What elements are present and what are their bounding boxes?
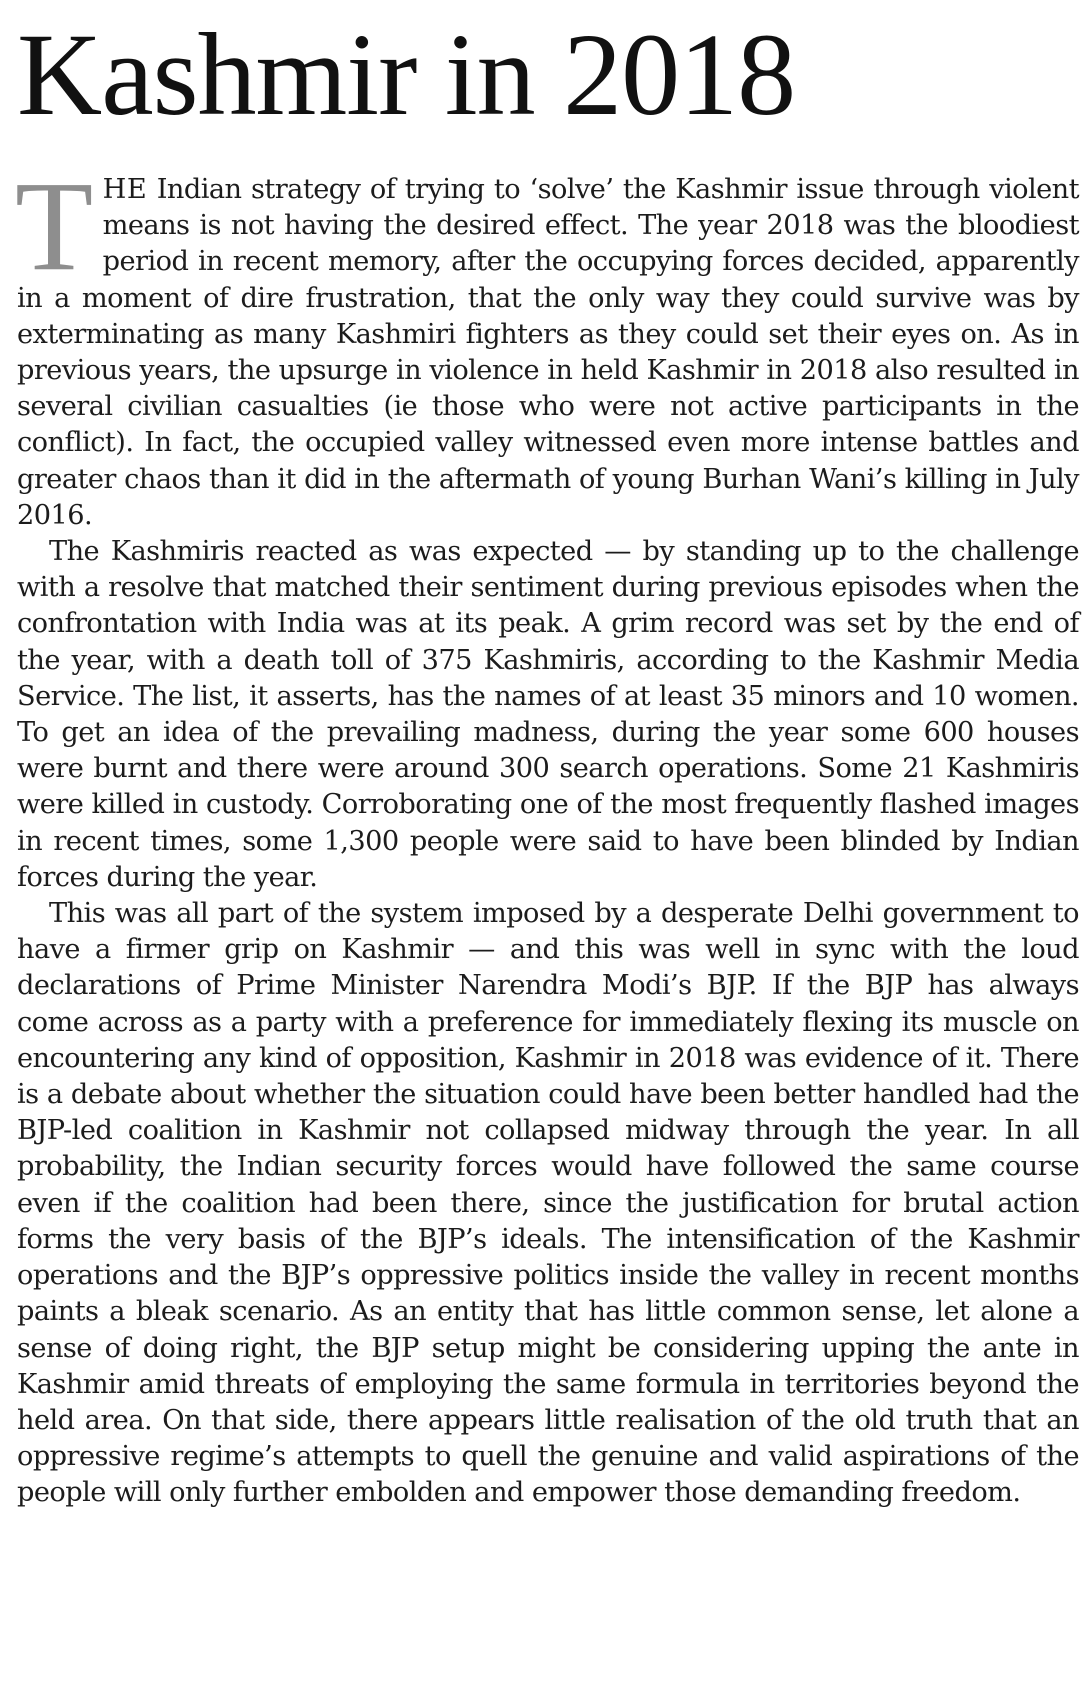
paragraph-1 — [15, 155, 1079, 534]
paragraph-1-text: Indian strategy of trying to ‘solve’ the Kashmir issue through violent means is not having the desired effect. The year 2018 was the bloodiest period in recent memory, after the occupying forces decided, apparently in a moment of dire frustration, that the only way they could survive was by exterminating as many Kashmiri fighters as they could set their eyes on. As in previous years, the upsurge in violence in held Kashmir in 2018 also resulted in several civilian casualties (ie those who were not active participants in the conflict). In fact, the occupied valley witnessed even more intense battles and greater chaos than it did in the aftermath of young Burhan Wani’s killing in July 2016. — [17, 174, 1079, 531]
paragraph-3: This was all part of the system imposed by a desperate Delhi government to have a firmer grip on Kashmir — and this was well in sync with the loud declarations of Prime Minister Narendra Modi’s BJP. If the BJP has always come across as a party with a preference for immediately flexing its muscle on encountering any kind of opposition, Kashmir in 2018 was evidence of it. There is a debate about whether the situation could have been better handled had the BJP-led coalition in Kashmir not collapsed midway through the year. In all probability, the Indian security forces would have followed the same course even if the coalition had been there, since the justification for brutal action forms the very basis of the BJP’s ideals. The intensification of the Kashmir operations and the BJP’s oppressive politics inside the valley in recent months paints a bleak scenario. As an entity that has little common sense, let alone a sense of doing right, the BJP setup might be considering upping the ante in Kashmir amid threats of employing the same formula in territories beyond the held area. On that side, there appears little realisation of the old truth that an oppressive regime’s attempts to quell the genuine and valid aspirations of the people will only further embolden and empower those demanding freedom. — [17, 898, 1079, 1509]
article-body — [15, 155, 1079, 1512]
article — [17, 0, 1079, 1512]
paragraph-2: The Kashmiris reacted as was expected — by standing up to the challenge with a resolve that matched their sentiment during previous episodes when the confrontation with India was at its peak. A grim record was set by the end of the year, with a death toll of 375 Kashmiris, according to the Kashmir Media Service. The list, it asserts, has the names of at least 35 minors and 10 women. To get an idea of the prevailing madness, during the year some 600 houses were burnt and there were around 300 search operations. Some 21 Kashmiris were killed in custody. Corroborating one of the most frequently flashed images in recent times, some 1,300 people were said to have been blinded by Indian forces during the year. — [17, 536, 1079, 893]
lead-in: HE — [102, 174, 148, 205]
drop-cap: T — [15, 155, 93, 297]
headline: Kashmir in 2018 — [17, 9, 796, 140]
